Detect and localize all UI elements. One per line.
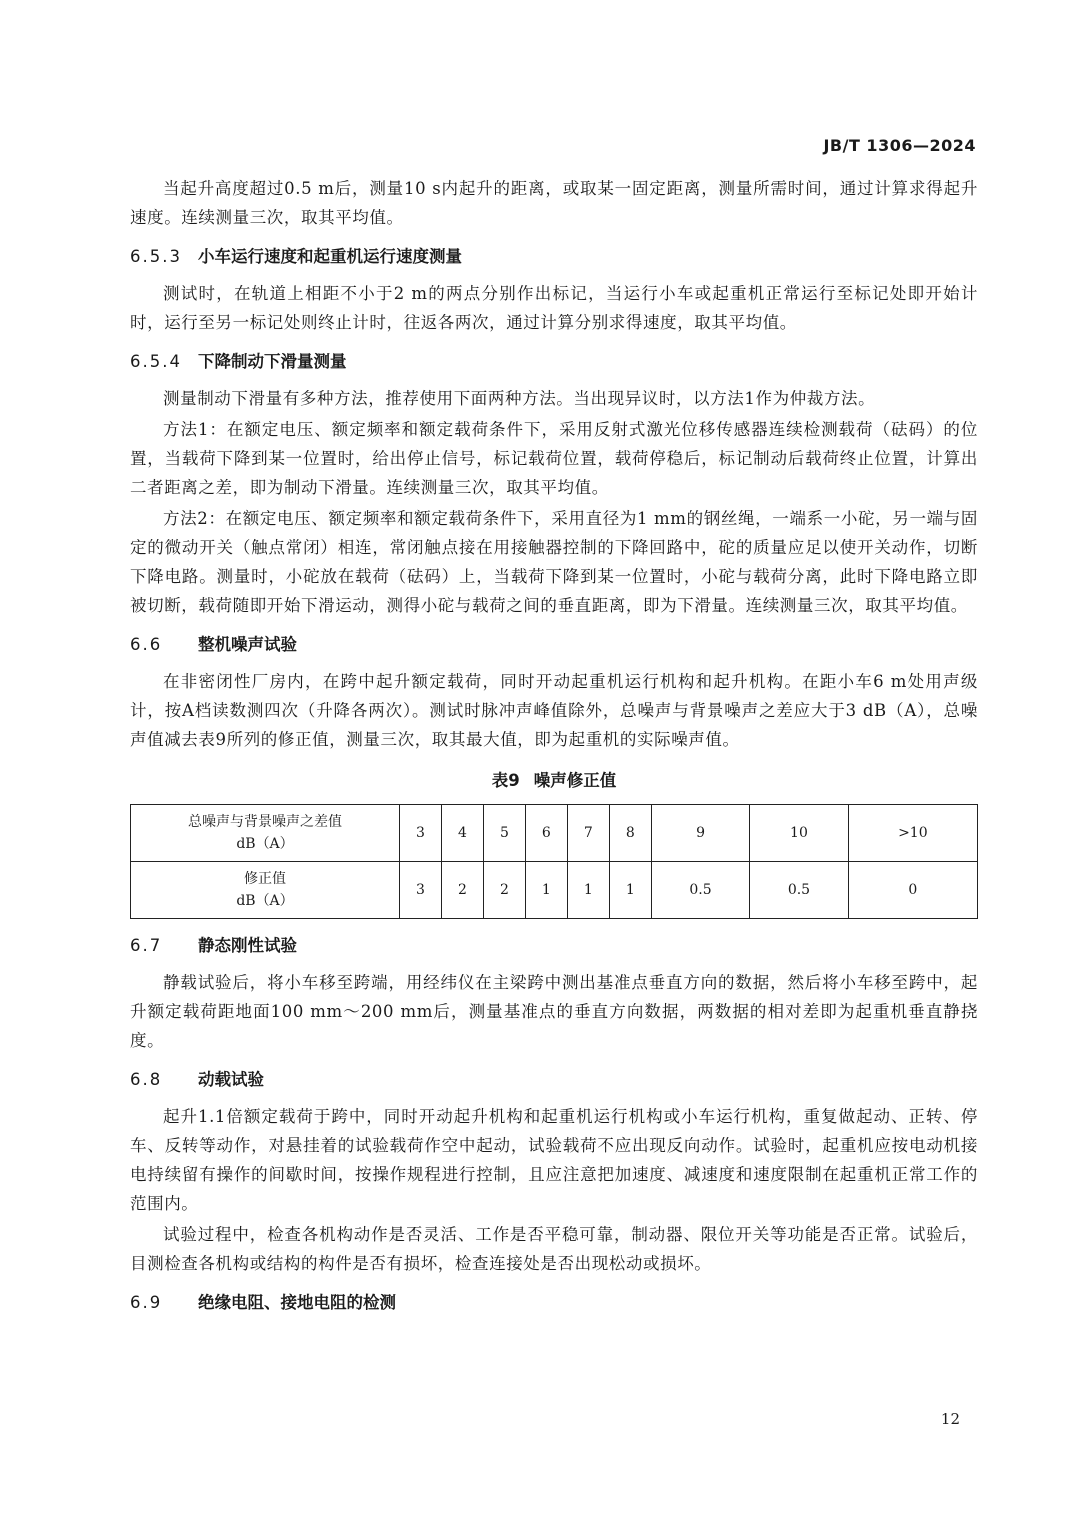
- paragraph-6-6: 在非密闭性厂房内，在跨中起升额定载荷，同时开动起重机运行机构和起升机构。在距小车6 m处用声级计，按A档读数测四次（升降各两次）。测试时脉冲声峰值除外，总噪声与背景噪声之差应大于3 dB（A），总噪声值减去表9所列的修正值，测量三次，取其最大值，即为起重机的实际噪声值。: [130, 672, 978, 749]
- section-number: 6.8: [130, 1070, 163, 1089]
- table-cell: 2: [483, 862, 525, 919]
- table-cell: 10: [750, 805, 848, 862]
- table-cell: 1: [525, 862, 567, 919]
- table-cell: 8: [609, 805, 651, 862]
- table-cell: 1: [567, 862, 609, 919]
- table-cell: 5: [483, 805, 525, 862]
- section-heading-6-6: [130, 630, 978, 659]
- table-cell: 3: [400, 862, 442, 919]
- section-heading-6-8: [130, 1065, 978, 1094]
- section-title: 整机噪声试验: [198, 635, 297, 654]
- row-header-difference: [131, 805, 400, 862]
- section-number: 6.9: [130, 1293, 163, 1312]
- table-cell: 0.5: [651, 862, 749, 919]
- section-title: 绝缘电阻、接地电阻的检测: [198, 1293, 396, 1312]
- table-cell: 2: [441, 862, 483, 919]
- page-number: 12: [940, 1410, 960, 1428]
- section-number: 6.5.4: [130, 352, 182, 371]
- paragraph-6-5-4-intro: 测量制动下滑量有多种方法，推荐使用下面两种方法。当出现异议时，以方法1作为仲裁方法。: [163, 389, 876, 408]
- paragraph-lift-speed: 当起升高度超过0.5 m后，测量10 s内起升的距离，或取某一固定距离，测量所需时间，通过计算求得起升速度。连续测量三次，取其平均值。: [130, 179, 978, 227]
- row-header-unit: dB（A）: [236, 893, 294, 909]
- section-number: 6.6: [130, 635, 163, 654]
- table-cell: 1: [609, 862, 651, 919]
- section-heading-6-7: [130, 931, 978, 960]
- row-header-line1: 总噪声与背景噪声之差值: [188, 814, 342, 830]
- table-cell: 7: [567, 805, 609, 862]
- page-body: [130, 174, 978, 1325]
- section-heading-6-9: [130, 1288, 978, 1317]
- table-cell: 3: [400, 805, 442, 862]
- paragraph-6-7: 静载试验后，将小车移至跨端，用经纬仪在主梁跨中测出基准点垂直方向的数据，然后将小车移至跨中，起升额定载荷距地面100 mm～200 mm后，测量基准点的垂直方向数据，两数据的相对差即为起重机垂直静挠度。: [130, 973, 978, 1050]
- paragraph-6-5-4-method2: 方法2：在额定电压、额定频率和额定载荷条件下，采用直径为1 mm的钢丝绳，一端系一小砣，另一端与固定的微动开关（触点常闭）相连，常闭触点接在用接触器控制的下降回路中，砣的质量应足以使开关动作，切断下降电路。测量时，小砣放在载荷（砝码）上，当载荷下降到某一位置时，小砣与载荷分离，此时下降电路立即被切断，载荷随即开始下滑运动，测得小砣与载荷之间的垂直距离，即为下滑量。连续测量三次，取其平均值。: [130, 509, 978, 615]
- section-heading-6-5-3: [130, 242, 978, 271]
- row-header-unit: dB（A）: [236, 836, 294, 852]
- section-number: 6.7: [130, 936, 163, 955]
- section-title: 动载试验: [198, 1070, 264, 1089]
- paragraph-6-8-1: 起升1.1倍额定载荷于跨中，同时开动起升机构和起重机运行机构或小车运行机构，重复做起动、正转、停车、反转等动作，对悬挂着的试验载荷作空中起动，试验载荷不应出现反向动作。试验时，起重机应按电动机接电持续留有操作的间歇时间，按操作规程进行控制，且应注意把加速度、减速度和速度限制在起重机正常工作的范围内。: [130, 1107, 978, 1213]
- table-row-correction: [131, 862, 978, 919]
- row-header-correction: [131, 862, 400, 919]
- section-number: 6.5.3: [130, 247, 182, 266]
- paragraph-6-5-4-method1: 方法1：在额定电压、额定频率和额定载荷条件下，采用反射式激光位移传感器连续检测载荷（砝码）的位置，当载荷下降到某一位置时，给出停止信号，标记载荷位置，载荷停稳后，标记制动后载荷终止位置，计算出二者距离之差，即为制动下滑量。连续测量三次，取其平均值。: [130, 420, 978, 497]
- section-heading-6-5-4: [130, 347, 978, 376]
- noise-correction-table: [130, 804, 978, 919]
- table-row-difference: [131, 805, 978, 862]
- section-title: 静态刚性试验: [198, 936, 297, 955]
- row-header-line1: 修正值: [244, 871, 286, 887]
- table-cell: 6: [525, 805, 567, 862]
- table-cell: 0.5: [750, 862, 848, 919]
- paragraph-6-8-2: 试验过程中，检查各机构动作是否灵活、工作是否平稳可靠，制动器、限位开关等功能是否正常。试验后，目测检查各机构或结构的构件是否有损坏，检查连接处是否出现松动或损坏。: [130, 1225, 978, 1273]
- table-caption: 噪声修正值: [533, 771, 617, 790]
- table-cell: 4: [441, 805, 483, 862]
- table-cell: 9: [651, 805, 749, 862]
- table-9-title: [130, 768, 978, 794]
- table-cell: 0: [848, 862, 977, 919]
- section-title: 小车运行速度和起重机运行速度测量: [198, 247, 462, 266]
- standard-code: JB/T 1306—2024: [823, 136, 976, 155]
- section-title: 下降制动下滑量测量: [198, 352, 347, 371]
- paragraph-6-5-3: 测试时，在轨道上相距不小于2 m的两点分别作出标记，当运行小车或起重机正常运行至标记处即开始计时，运行至另一标记处则终止计时，往返各两次，通过计算分别求得速度，取其平均值。: [130, 284, 978, 332]
- table-cell: >10: [848, 805, 977, 862]
- table-number: 表9: [491, 771, 520, 790]
